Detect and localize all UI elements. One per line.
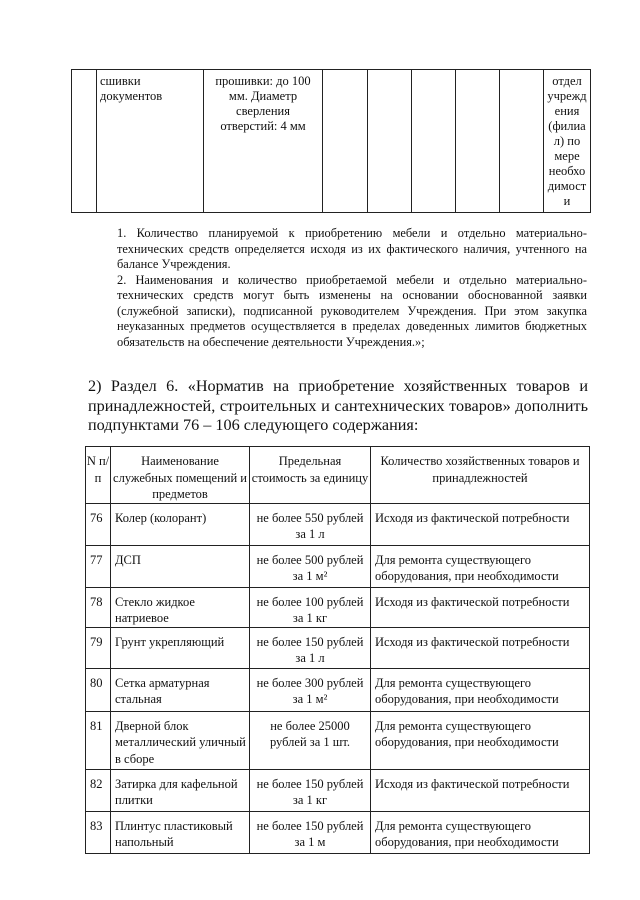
- row-price: не более 550 рублей за 1 л: [250, 503, 371, 545]
- row-number: 80: [86, 668, 111, 711]
- header-name: Наименование служебных помещений и предметов: [111, 447, 250, 504]
- table-row: [86, 545, 590, 587]
- responsible-cell: [544, 70, 591, 213]
- spec-cell: прошивки: до 100 мм. Диаметр сверления отверстий: 4 мм: [204, 70, 323, 213]
- responsible-line: учрежд: [547, 89, 587, 103]
- row-name: Сетка арматурная стальная: [111, 668, 250, 711]
- item-cell: сшивки документов: [97, 70, 204, 213]
- row-name: Плинтус пластиковый напольный: [111, 811, 250, 853]
- table-row: [86, 668, 590, 711]
- notes-block: [117, 226, 587, 350]
- responsible-line: отдел: [552, 74, 582, 88]
- responsible-line: ения: [554, 104, 580, 118]
- row-number: 77: [86, 545, 111, 587]
- row-number: 81: [86, 711, 111, 769]
- row-price: не более 25000 рублей за 1 шт.: [250, 711, 371, 769]
- responsible-line: (филиа: [548, 119, 586, 133]
- row-price: не более 300 рублей за 1 м²: [250, 668, 371, 711]
- table-row: [86, 587, 590, 627]
- row-price: не более 500 рублей за 1 м²: [250, 545, 371, 587]
- responsible-line: л) по: [553, 134, 581, 148]
- table-header-row: [86, 447, 590, 504]
- responsible-line: и: [563, 194, 571, 208]
- row-name: Дверной блок металлический уличный в сборе: [111, 711, 250, 769]
- row-number: 76: [86, 503, 111, 545]
- norms-table: [85, 446, 590, 854]
- row-price: не более 150 рублей за 1 м: [250, 811, 371, 853]
- row-name: Затирка для кафельной плитки: [111, 769, 250, 811]
- empty-cell: [323, 70, 368, 213]
- row-qty: Для ремонта существующего оборудования, при необходимости: [371, 668, 590, 711]
- header-qty: Количество хозяйственных товаров и принадлежностей: [371, 447, 590, 504]
- note-2: 2. Наименования и количество приобретаемой мебели и отдельно материально-технических средств могут быть изменены на основании обоснованной заявки (служебной записки), подписанной руководителем Учреждения. При этом закупка неуказанных предметов осуществляется в пределах доведенных лимитов бюджетных обязательств на обеспечение деятельности Учреждения.»;: [117, 272, 587, 349]
- empty-cell: [72, 70, 97, 213]
- row-number: 79: [86, 627, 111, 668]
- table-row: [86, 503, 590, 545]
- row-qty: Для ремонта существующего оборудования, при необходимости: [371, 811, 590, 853]
- row-number: 82: [86, 769, 111, 811]
- section-intro: 2) Раздел 6. «Норматив на приобретение хозяйственных товаров и принадлежностей, строительных и сантехнических товаров» дополнить подпунктами 76 – 106 следующего содержания:: [88, 377, 588, 434]
- row-name: ДСП: [111, 545, 250, 587]
- table-row: [86, 627, 590, 668]
- row-name: Колер (колорант): [111, 503, 250, 545]
- table-row: [86, 769, 590, 811]
- empty-cell: [412, 70, 456, 213]
- row-qty: Исходя из фактической потребности: [371, 503, 590, 545]
- responsible-line: необхо: [548, 164, 586, 178]
- table-row: [86, 711, 590, 769]
- row-name: Стекло жидкое натриевое: [111, 587, 250, 627]
- row-number: 78: [86, 587, 111, 627]
- row-price: не более 150 рублей за 1 л: [250, 627, 371, 668]
- row-price: не более 100 рублей за 1 кг: [250, 587, 371, 627]
- table-row: [86, 811, 590, 853]
- header-price: Предельная стоимость за единицу: [250, 447, 371, 504]
- row-name: Грунт укрепляющий: [111, 627, 250, 668]
- responsible-line: мере: [554, 149, 580, 163]
- row-price: не более 150 рублей за 1 кг: [250, 769, 371, 811]
- row-qty: Исходя из фактической потребности: [371, 627, 590, 668]
- note-1: 1. Количество планируемой к приобретению мебели и отдельно материально-технических средств определяется исходя из их фактического наличия, учтенного на балансе Учреждения.: [117, 226, 587, 271]
- empty-cell: [500, 70, 544, 213]
- responsible-line: димост: [547, 179, 587, 193]
- row-qty: Исходя из фактической потребности: [371, 587, 590, 627]
- row-number: 83: [86, 811, 111, 853]
- empty-cell: [368, 70, 412, 213]
- row-qty: Исходя из фактической потребности: [371, 769, 590, 811]
- row-qty: Для ремонта существующего оборудования, при необходимости: [371, 711, 590, 769]
- row-qty: Для ремонта существующего оборудования, при необходимости: [371, 545, 590, 587]
- empty-cell: [456, 70, 500, 213]
- header-n: N п/п: [86, 447, 111, 504]
- previous-table-fragment: [71, 69, 591, 213]
